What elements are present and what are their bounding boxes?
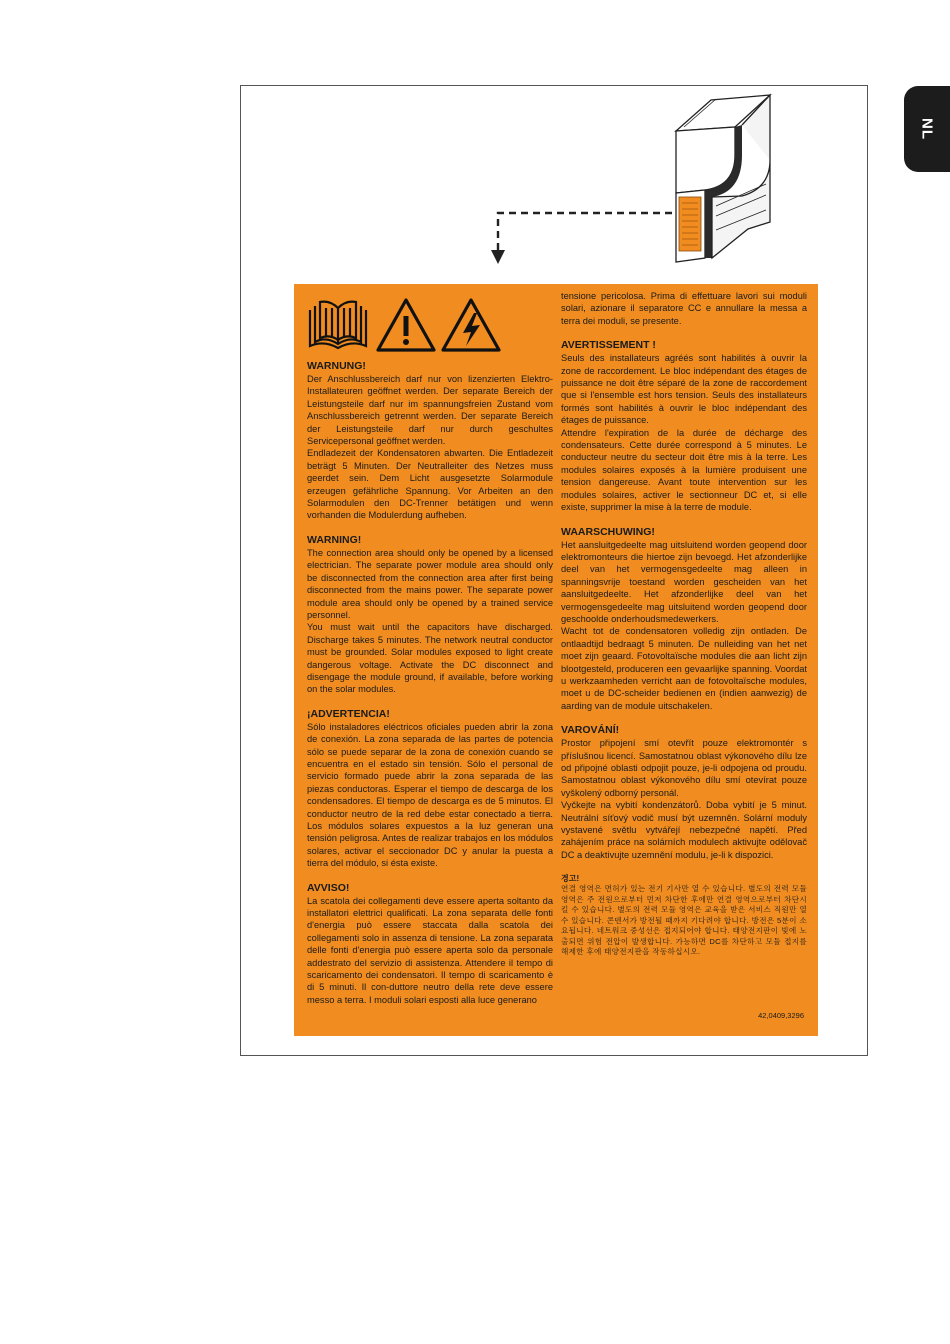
warning-section-cs (561, 724, 807, 861)
device-warning-sticker (679, 197, 701, 251)
warning-exclamation-icon (378, 300, 434, 350)
section-title: AVVISO! (307, 881, 350, 894)
label-part-number: 42,0409,3296 (758, 1011, 804, 1020)
warning-section-de (307, 360, 553, 522)
warning-section-fr (561, 339, 807, 513)
section-paragraph: You must wait until the capacitors have discharged. Discharge takes 5 minutes. The network neutral conductor must be grounded. Solar modules exposed to light create dangerous voltage. Activate the DC disconnect and disengage the module ground, if available, before working on the solar modules. (307, 622, 553, 695)
section-title: AVERTISSEMENT ! (561, 339, 656, 352)
section-title: 경고! (561, 874, 580, 884)
high-voltage-icon (443, 300, 499, 350)
section-paragraph: Prostor připojení smí otevřít pouze elektromontér s příslušnou licencí. Samostatnou oblast výkonového dílu lze od připojné oblasti odpojit pouze, je-li odpojena od proudu. Samostatnou oblast výkonového dílu smí otevírat pouze vyškolený odborný personál. (561, 738, 807, 798)
section-paragraph: Vyčkejte na vybití kondenzátorů. Doba vybití je 5 minut. Neutrální síťový vodič musí být uzemněn. Solární moduly vystavené světlu vytvářejí nebezpečné napětí. Před zahájením práce na solárních modulech aktivujte odělovač DC a deaktivujte uzemnění modulu, je-li k dispozici. (561, 800, 807, 860)
warning-section-es (307, 708, 553, 870)
section-paragraph: Seuls des installateurs agréés sont habilités à ouvrir la zone de raccordement. Le bloc indépendant des étages de puissance ne doit être séparé de la zone de raccordement que si l'ensemble est hors tension. Seuls des installateurs formés sont habilités à ouvrir le bloc indépendant des étages de puissance. (561, 353, 807, 426)
section-paragraph: La scatola dei collegamenti deve essere aperta soltanto da installatori elettrici qualificati. La zona separata delle fonti d'energia può essere staccata dalla scatola dei collegamenti solo in assenza di tensione. La zona separata delle fonti d'energia può essere aperta solo da personale addestrato del servizio di assistenza. Attendere il tempo di scaricamento dei condensatori. Il tempo di scaricamento è di 5 minuti. Il con-duttore neutro della rete deve essere messo a terra. I moduli solari esposti alla luce generano (307, 895, 553, 1005)
section-title: ¡ADVERTENCIA! (307, 707, 390, 720)
warning-icons-row (306, 296, 506, 356)
warning-section-en (307, 534, 553, 696)
section-title: VAROVÁNÍ! (561, 724, 620, 737)
label-column-left (307, 360, 553, 1018)
section-title: WARNUNG! (307, 360, 366, 372)
warning-label (294, 284, 818, 1036)
warning-section-nl (561, 526, 807, 713)
section-title: WARNING! (307, 533, 362, 546)
section-paragraph: Wacht tot de condensatoren volledig zijn ontladen. De ontlaadtijd bedraagt 5 minuten. De nulleiding van het net moet zijn geaard. Fotovoltaïsche modules die aan licht zijn blootgesteld, produceren een gevaarlijke spanning. Voordat u werkzaamheden verricht aan de fotovoltaïsche modules, moet u de DC-scheider bedienen en (indien aanwezig) de aarding van de module uitschakelen. (561, 626, 807, 711)
section-paragraph: Attendre l'expiration de la durée de décharge des condensateurs. Cette durée correspond à 5 minutes. Le conducteur neutre du secteur doit être mis à la terre. Les modules solaires exposés à la lumière produisent une tension dangereuse. Avant toute intervention sur les modules solaires, activer le sectionneur DC et, si elle existe, supprimer la mise à la terre de module. (561, 427, 807, 513)
warning-section-it-continued (561, 290, 807, 327)
section-paragraph: Der Anschlussbereich darf nur von lizenzierten Elektro-Installateuren geöffnet werden. Der separate Bereich der Leistungsteile darf nur im spannungsfreien Zustand vom Anschlussbereich getrennt werden. Der separate Bereich der Leistungsteile darf nur durch geschultes Servicepersonal geöffnet werden. (307, 374, 553, 447)
warning-section-ko (561, 873, 807, 958)
inverter-device-illustration (0, 0, 950, 290)
manual-book-icon (310, 302, 366, 348)
arrow-down-icon (491, 250, 505, 264)
section-paragraph: Het aansluitgedeelte mag uitsluitend worden geopend door elektromonteurs die hiertoe zijn bevoegd. Het afzonderlijke deel van het vermogensgedeelte mag alleen in spanningsvrije toestand worden gescheiden van het aansluitgedeelte. Het afzonderlijke deel van het vermogensgedeelte mag uitsluitend worden geopend door geschoolde onderhoudsmedewerkers. (561, 539, 807, 624)
section-paragraph: tensione pericolosa. Prima di effettuare lavori sui moduli solari, azionare il separatore CC e annullare la messa a terra dei moduli, se presente. (561, 291, 807, 326)
section-paragraph: The connection area should only be opened by a licensed electrician. The separate power module area should only be disconnected from the connection area after first being disconnected from the mains power. The separate power module area should only be opened by a trained service personnel. (307, 547, 553, 620)
warning-section-it (307, 882, 553, 1007)
label-column-right (561, 290, 807, 970)
section-title: WAARSCHUWING! (561, 525, 655, 538)
section-paragraph: Sólo instaladores eléctricos oficiales pueden abrir la zona de conexión. La zona separada de las partes de potencia sólo se puede separar de la zona de conexión cuando se encuentra en el estado sin tensión. Sólo el personal de servicio formado puede abrir la zona separada de las piezas conductoras. Esperar el tiempo de descarga de los condensadores. El tiempo de descarga es de 5 minutos. El conductor neutro de la red debe estar conectado a tierra. Los módulos solares expuestos a la luz generan una tensión peligrosa. Antes de realizar trabajos en los módulos solares, activar el seccionador DC y anular la puesta a tierra del módulo, si ésta existe. (307, 721, 553, 869)
section-paragraph: Endladezeit der Kondensatoren abwarten. Die Entladezeit beträgt 5 Minuten. Der Neutralleiter des Netzes muss geerdet sein. Dem Licht ausgesetzte Solarmodule erzeugen gefährliche Spannung. Vor Arbeiten an den Solarmodulen den DC-Trenner betätigen und wenn vorhanden die Modulerdung aufheben. (307, 448, 553, 521)
language-tab-label: NL (918, 118, 936, 140)
section-paragraph: 연결 영역은 면허가 있는 전기 기사만 열 수 있습니다. 별도의 전력 모듈 영역은 주 전원으로부터 먼저 차단한 후에만 연결 영역으로부터 차단시킬 수 있습니다. 별도의 전력 모듈 영역은 교육을 받은 서비스 직원만 열 수 있습니다. 콘덴서가 방전될 때까지 기다려야 합니다. 방전은 5분이 소요됩니다. 네트워크 중성선은 접지되어야 합니다. 태양전지판이 빛에 노출되면 위험 전압이 발생합니다. 가능하면 DC를 차단하고 모듈 접지를 해제한 후에 태양전지판을 작동하십시오. (561, 884, 807, 957)
